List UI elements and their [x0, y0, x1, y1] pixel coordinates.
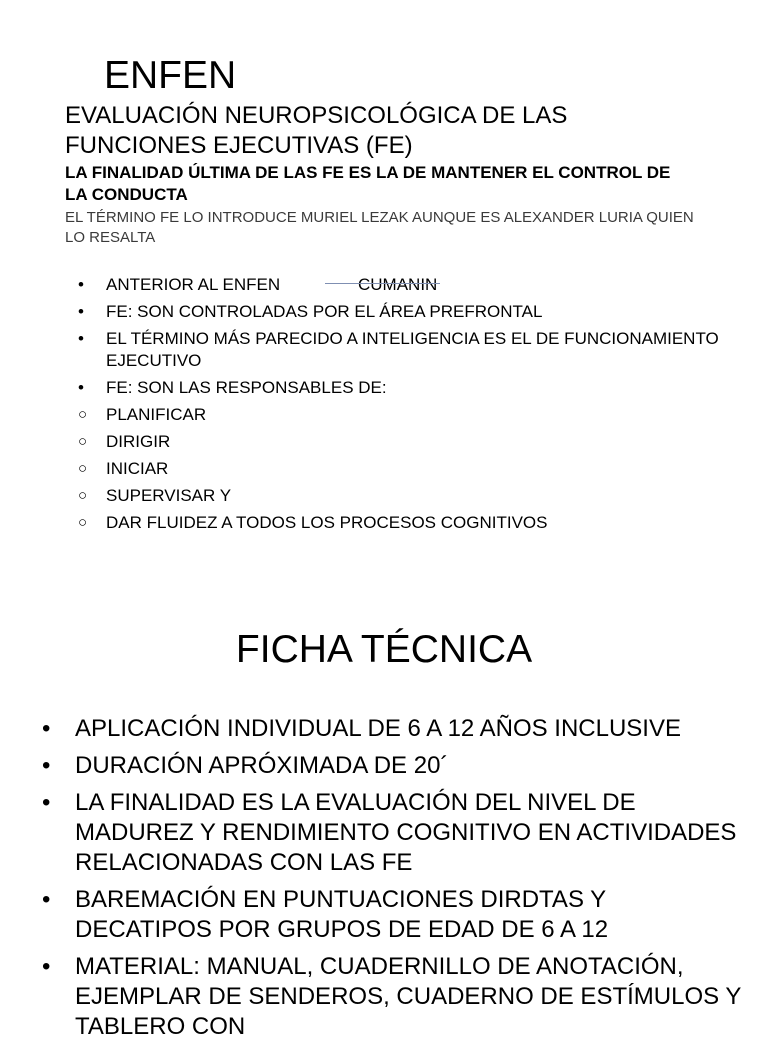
- bullet-marker: •: [42, 886, 51, 913]
- bullet-marker: •: [42, 715, 51, 742]
- list-item: [78, 485, 738, 507]
- list-item-text: FE: SON LAS RESPONSABLES DE:: [106, 378, 387, 397]
- list-item: [78, 512, 738, 534]
- list-item: [78, 328, 738, 372]
- bullet-marker: •: [42, 953, 51, 980]
- list-item-text: LA FINALIDAD ES LA EVALUACIÓN DEL NIVEL DE MADUREZ Y RENDIMIENTO COGNITIVO EN ACTIVIDADES RELACIONADAS CON LAS FE: [75, 789, 737, 876]
- list-item: [42, 788, 742, 878]
- list-item-text: BAREMACIÓN EN PUNTUACIONES DIRDTAS Y DECATIPOS POR GRUPOS DE EDAD DE 6 A 12: [75, 886, 609, 943]
- list-item-text: APLICACIÓN INDIVIDUAL DE 6 A 12 AÑOS INCLUSIVE: [75, 715, 681, 742]
- lead-statement: LA FINALIDAD ÚLTIMA DE LAS FE ES LA DE MANTENER EL CONTROL DE LA CONDUCTA: [65, 163, 671, 204]
- circle-marker: ○: [78, 487, 88, 504]
- section-heading: FICHA TÉCNICA: [235, 628, 533, 671]
- list-item: [42, 714, 742, 744]
- list-item-text: ANTERIOR AL ENFEN: [106, 275, 281, 294]
- bullet-marker: •: [42, 752, 51, 779]
- list-item-text: SUPERVISAR Y: [106, 486, 232, 505]
- list-item-text-secondary: CUMANIN: [358, 275, 438, 294]
- circle-marker: ○: [78, 460, 88, 477]
- origin-note: EL TÉRMINO FE LO INTRODUCE MURIEL LEZAK AUNQUE ES ALEXANDER LURIA QUIEN LO RESALTA: [65, 209, 694, 246]
- bullet-marker: •: [78, 302, 84, 321]
- list-item-text: EL TÉRMINO MÁS PARECIDO A INTELIGENCIA ES EL DE FUNCIONAMIENTO EJECUTIVO: [106, 329, 719, 370]
- list-item: [42, 952, 742, 1042]
- list-item: [78, 301, 738, 323]
- circle-marker: ○: [78, 433, 88, 450]
- document-subtitle: EVALUACIÓN NEUROPSICOLÓGICA DE LAS FUNCIONES EJECUTIVAS (FE): [65, 102, 568, 159]
- bullet-marker: •: [78, 329, 84, 348]
- circle-marker: ○: [78, 406, 88, 423]
- list-item: [42, 885, 742, 945]
- list-item: [78, 377, 738, 399]
- list-item: [78, 431, 738, 453]
- technical-sheet-list: [42, 714, 742, 1049]
- list-item-text: DAR FLUIDEZ A TODOS LOS PROCESOS COGNITIVOS: [106, 513, 548, 532]
- bullet-marker: •: [78, 275, 84, 294]
- list-item: [42, 751, 742, 781]
- list-item-text: INICIAR: [106, 459, 169, 478]
- bullet-marker: •: [42, 789, 51, 816]
- connector-line: [325, 283, 440, 284]
- list-item-text: DIRIGIR: [106, 432, 171, 451]
- list-item-text: MATERIAL: MANUAL, CUADERNILLO DE ANOTACIÓN, EJEMPLAR DE SENDEROS, CUADERNO DE ESTÍMULOS Y TABLERO CON: [75, 953, 741, 1040]
- executive-functions-list: [78, 274, 738, 539]
- bullet-marker: •: [78, 378, 84, 397]
- list-item-text: FE: SON CONTROLADAS POR EL ÁREA PREFRONTAL: [106, 302, 543, 321]
- list-item: [78, 458, 738, 480]
- list-item-text: DURACIÓN APRÓXIMADA DE 20´: [75, 752, 449, 779]
- document-title: ENFEN: [104, 54, 237, 97]
- circle-marker: ○: [78, 514, 88, 531]
- list-item: [78, 404, 738, 426]
- list-item: [78, 274, 738, 296]
- list-item-text: PLANIFICAR: [106, 405, 207, 424]
